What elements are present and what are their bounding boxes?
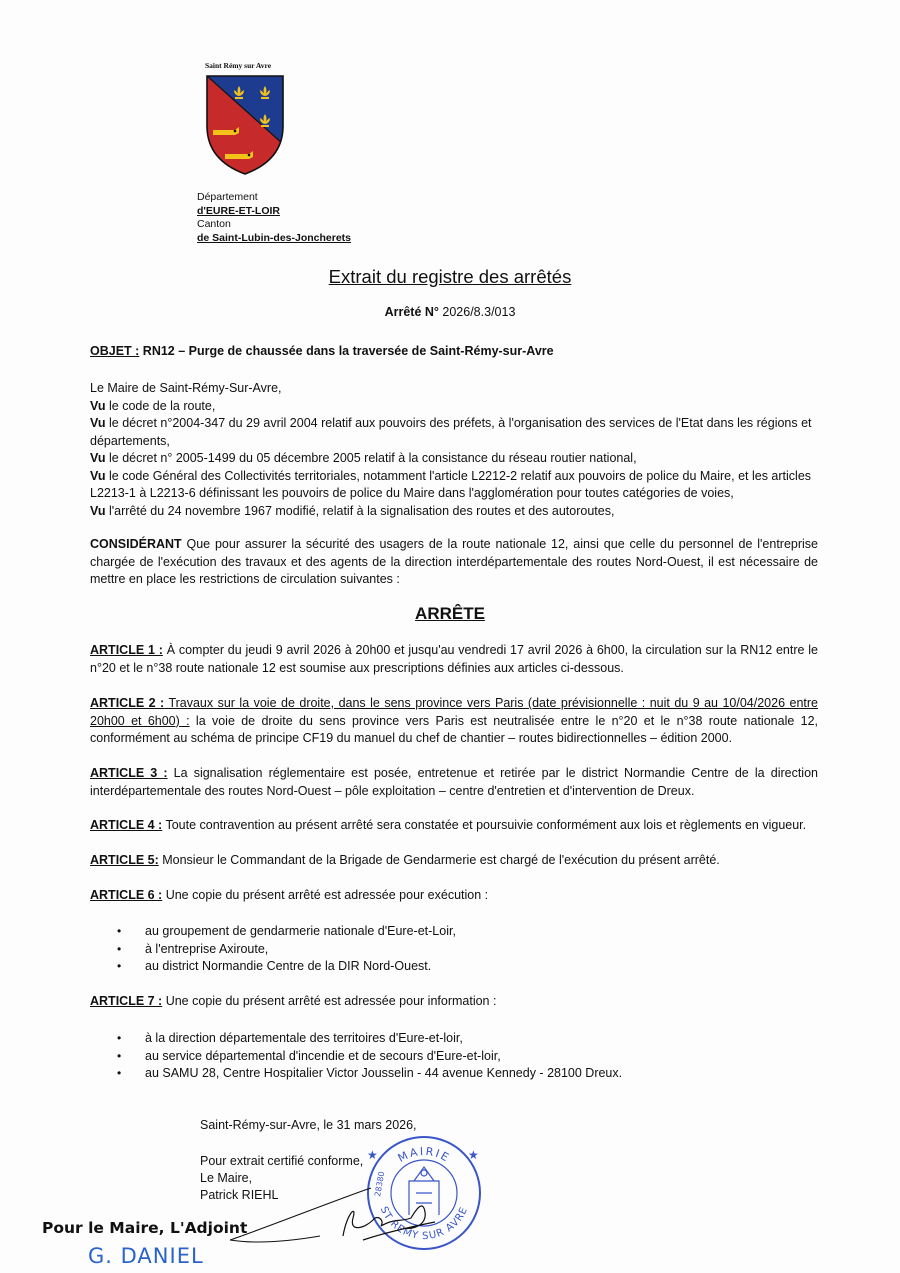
objet-line (90, 344, 554, 358)
considerant-text: Que pour assurer la sécurité des usagers de la route nationale 12, ainsi que celle du personnel de l'entreprise chargée de l'exécution des travaux et des agents de la direction interdépartementale des routes Nord-Ouest, il est nécessaire de mettre en place les restrictions de circulation suivantes : (90, 537, 818, 586)
arrete-number: Arrêté N° 2026/8.3/013 (384, 305, 516, 319)
list-item: • au service départemental d'incendie et de secours d'Eure-et-loir, (90, 1048, 818, 1066)
page-title: Extrait du registre des arrêtés (328, 266, 572, 287)
objet-label: OBJET : (90, 344, 140, 358)
department-name: d'EURE-ET-LOIR (197, 204, 280, 217)
mayor-intro: Le Maire de Saint-Rémy-Sur-Avre, (90, 381, 282, 395)
seal-top-text: MAIRIE (395, 1144, 453, 1166)
visa-item: Vu le décret n° 2005-1499 du 05 décembre 2005 relatif à la consistance du réseau routier national, (90, 451, 637, 465)
adjoint-stamp: Pour le Maire, L'Adjoint (42, 1219, 248, 1237)
canton-name: de Saint-Lubin-des-Joncherets (197, 231, 352, 244)
article-7: ARTICLE 7 : Une copie du présent arrêté est adressée pour information : (90, 994, 497, 1008)
mayor-name: Patrick RIEHL (200, 1188, 279, 1202)
seal-bottom-text: ST REMY SUR AVRE (377, 1205, 471, 1243)
list-item: • au groupement de gendarmerie nationale d'Eure-et-Loir, (90, 923, 818, 941)
svg-text:MAIRIE (396, 1145, 453, 1165)
town-name: Saint Rémy sur Avre (205, 61, 272, 70)
article-2: ARTICLE 2 : Travaux sur la voie de droite, dans le sens province vers Paris (date prévisionnelle : nuit du 9 au 10/04/2026 entre 20h00 et 6h00) : la voie de droite du sens province vers Paris est neutralisée entre le n°20 et le n°38 route nationale 12, conformément au schéma de principe CF19 du manuel du chef de chantier – routes bidirectionnelles – édition 2000. (90, 696, 818, 745)
article-7-list (90, 1030, 818, 1083)
canton-label: Canton (197, 218, 231, 230)
visas-block (90, 380, 818, 520)
star-icon: ★ (367, 1148, 378, 1162)
article-1: ARTICLE 1 : À compter du jeudi 9 avril 2026 à 20h00 et jusqu'au vendredi 17 avril 2026 à 6h00, la circulation sur la RN12 entre le n°20 et le n°38 route nationale 12 est soumise aux prescriptions définies aux articles ci-dessous. (90, 643, 818, 675)
star-icon: ★ (468, 1148, 479, 1162)
certified-text: Pour extrait certifié conforme, (200, 1154, 364, 1168)
visa-item: Vu le code de la route, (90, 398, 216, 413)
seal-code: 28380 (373, 1170, 387, 1198)
considerant-block (90, 536, 818, 589)
list-item: • à la direction départementale des territoires d'Eure-et-loir, (90, 1030, 818, 1048)
article-6: ARTICLE 6 : Une copie du présent arrêté est adressée pour exécution : (90, 888, 489, 902)
list-item: • au district Normandie Centre de la DIR Nord-Ouest. (90, 958, 818, 976)
visa-item: Vu le décret n°2004-347 du 29 avril 2004 relatif aux pouvoirs des préfets, à l'organisation des services de l'Etat dans les régions et départements, (90, 416, 812, 448)
objet-text: RN12 – Purge de chaussée dans la traversée de Saint-Rémy-sur-Avre (142, 344, 554, 358)
visa-item: Vu le code Général des Collectivités territoriales, notamment l'article L2212-2 relatif aux pouvoirs de police du Maire, et les articles L2213-1 à L2213-6 définissant les pouvoirs de police du Maire dans l'agglomération pour toutes catégories de voies, (90, 468, 812, 500)
arrete-heading: ARRÊTE (415, 604, 485, 623)
department-label: Département (197, 191, 258, 203)
place-date: Saint-Rémy-sur-Avre, le 31 mars 2026, (200, 1118, 417, 1132)
article-4: ARTICLE 4 : Toute contravention au présent arrêté sera constatée et poursuivie conformément aux lois et règlements en vigueur. (90, 818, 807, 832)
considerant-label: CONSIDÉRANT (90, 537, 182, 551)
list-item: • à l'entreprise Axiroute, (90, 941, 818, 959)
visa-item: Vu l'arrêté du 24 novembre 1967 modifié, relatif à la signalisation des routes et des autoroutes, (90, 503, 615, 518)
article-6-list (90, 923, 818, 976)
list-item: • au SAMU 28, Centre Hospitalier Victor Jousselin - 44 avenue Kennedy - 28100 Dreux. (90, 1065, 818, 1083)
handwritten-name: G. DANIEL (88, 1244, 204, 1268)
article-5: ARTICLE 5: Monsieur le Commandant de la Brigade de Gendarmerie est chargé de l'exécution du présent arrêté. (90, 853, 720, 867)
article-3: ARTICLE 3 : La signalisation réglementaire est posée, entretenue et retirée par le district Normandie Centre de la direction interdépartementale des routes Nord-Ouest – pôle exploitation – centre d'entretien et d'intervention de Dreux. (90, 766, 818, 798)
coat-of-arms (205, 74, 285, 176)
signature-scribble (225, 1178, 465, 1258)
mayor-role: Le Maire, (200, 1171, 253, 1185)
department-block (197, 191, 351, 245)
